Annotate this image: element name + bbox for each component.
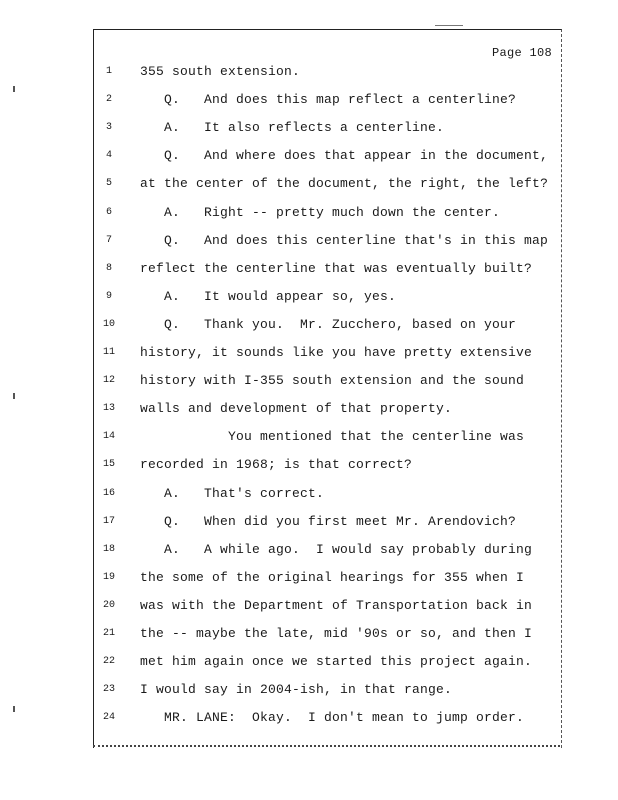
line-number: 5	[105, 178, 112, 190]
line-number: 6	[105, 206, 112, 218]
line-number: 13	[102, 403, 115, 415]
page-bottom-rule	[93, 745, 560, 747]
transcript-line: I would say in 2004-ish, in that range.	[140, 682, 453, 698]
transcript-line: A. Right -- pretty much down the center.	[164, 204, 501, 220]
transcript-line: walls and development of that property.	[140, 401, 453, 417]
scan-mark	[435, 25, 463, 26]
transcript-line: Q. And does this centerline that's in this map	[164, 232, 549, 248]
line-number: 15	[102, 459, 115, 471]
transcript-line: MR. LANE: Okay. I don't mean to jump order.	[164, 710, 525, 726]
transcript-line: Q. Thank you. Mr. Zucchero, based on your	[164, 316, 517, 332]
line-number: 2	[105, 94, 112, 106]
page-number: Page 108	[491, 46, 552, 60]
line-number: 9	[105, 290, 112, 302]
scan-mark	[13, 706, 15, 712]
transcript-line: the some of the original hearings for 355 when I	[140, 569, 525, 585]
scan-mark	[13, 393, 15, 399]
transcript-line: A. That's correct.	[164, 485, 325, 501]
line-number: 23	[102, 684, 115, 696]
transcript-line: the -- maybe the late, mid '90s or so, and then I	[140, 626, 533, 641]
transcript-line: A. A while ago. I would say probably during	[164, 541, 533, 557]
line-number: 10	[102, 318, 115, 330]
transcript-line: met him again once we started this project again.	[140, 654, 533, 670]
transcript-line: 355 south extension.	[140, 64, 301, 79]
line-number: 20	[102, 599, 115, 611]
line-number: 17	[102, 515, 115, 527]
transcript-line: history with I-355 south extension and the sound	[140, 373, 525, 389]
transcript-line: at the center of the document, the right, the left?	[140, 176, 549, 192]
line-number: 8	[105, 262, 112, 274]
transcript-line: history, it sounds like you have pretty extensive	[140, 345, 533, 360]
transcript-line: Q. And where does that appear in the document,	[164, 148, 549, 164]
transcript-line: reflect the centerline that was eventually built?	[140, 260, 533, 276]
transcript-line: Q. And does this map reflect a centerline?	[164, 92, 517, 108]
transcript-line: was with the Department of Transportation back in	[140, 597, 533, 613]
line-number: 4	[105, 150, 112, 162]
transcript-line: A. It would appear so, yes.	[164, 288, 397, 304]
line-number: 11	[102, 347, 115, 358]
line-number: 1	[105, 66, 112, 77]
line-number: 7	[105, 234, 112, 246]
line-number: 3	[105, 122, 112, 134]
line-number: 19	[102, 571, 115, 583]
line-number: 24	[102, 712, 115, 724]
line-number: 12	[102, 375, 115, 387]
line-number: 16	[102, 487, 115, 499]
line-number: 18	[102, 543, 115, 555]
scan-mark	[13, 86, 15, 92]
transcript-line: Q. When did you first meet Mr. Arendovich?	[164, 513, 517, 529]
transcript-line: A. It also reflects a centerline.	[164, 120, 445, 136]
line-number: 21	[102, 628, 115, 639]
transcript-line: You mentioned that the centerline was	[228, 429, 525, 445]
transcript-line: recorded in 1968; is that correct?	[140, 457, 413, 473]
line-number: 14	[102, 431, 115, 443]
line-number: 22	[102, 656, 115, 668]
